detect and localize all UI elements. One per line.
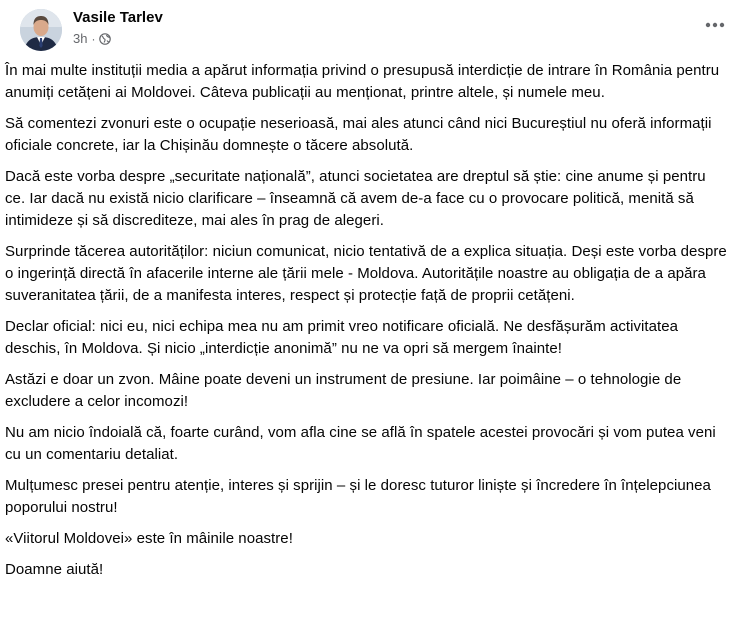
post-paragraph: Nu am nicio îndoială că, foarte curând, vom afla cine se află în spatele acestei provocări și vom putea veni cu un comentariu detaliat.: [5, 424, 716, 463]
post-meta: [73, 30, 111, 48]
meta-separator: ·: [91, 32, 96, 46]
post-paragraph: Astăzi e doar un zvon. Mâine poate deveni un instrument de presiune. Iar poimâine – o tehnologie de excludere a celor incomozi!: [5, 371, 682, 410]
post-paragraph: Doamne aiută!: [5, 561, 104, 578]
post-body: [5, 60, 727, 590]
post-paragraph: Mulțumesc presei pentru atenție, interes și sprijin – și le doresc tuturor liniște și încredere în înțelepciunea poporului nostru!: [5, 477, 711, 516]
post-timestamp[interactable]: 3h: [73, 31, 88, 46]
avatar-portrait-icon: [20, 9, 62, 51]
post-paragraph: Surprinde tăcerea autorităților: niciun comunicat, nicio tentativă de a explica situația. Deși este vorba despre o ingerință directă în afacerile interne ale țării mele - Moldova. Autoritățile noastre au obligația de a apăra suveranitatea țării, de a manifesta interes, respect și protecție față de proprii cetățeni.: [5, 243, 727, 304]
author-name[interactable]: Vasile Tarlev: [73, 9, 163, 26]
post-paragraph: Declar oficial: nici eu, nici echipa mea nu am primit vreo notificare oficială. Ne desfășurăm activitatea deschis, în Moldova. Și nicio „interdicție anonimă” nu ne va opri să mergem înainte!: [5, 318, 679, 357]
post-paragraph: Dacă este vorba despre „securitate națională”, atunci societatea are dreptul să știe: cine anume și pentru ce. Iar dacă nu există nicio clarificare – înseamnă că avem de-a face cu o provocare politică, menită să intimideze și să discrediteze, mai ales în prag de alegeri.: [5, 168, 706, 229]
avatar[interactable]: [20, 9, 62, 51]
more-horizontal-icon[interactable]: [701, 16, 729, 34]
globe-icon[interactable]: [99, 33, 111, 45]
post-paragraph: În mai multe instituții media a apărut informația privind o presupusă interdicție de intrare în România pentru anumiți cetățeni ai Moldovei. Câteva publicații au menționat, printre altele, și numele meu.: [5, 62, 720, 101]
post-header: [15, 0, 737, 60]
post-paragraph: Să comentezi zvonuri este o ocupație neserioasă, mai ales atunci când nici Bucureștiul nu oferă informații oficiale concrete, iar la Chișinău domnește o tăcere absolută.: [5, 115, 712, 154]
post-paragraph: «Viitorul Moldovei» este în mâinile noastre!: [5, 530, 293, 547]
